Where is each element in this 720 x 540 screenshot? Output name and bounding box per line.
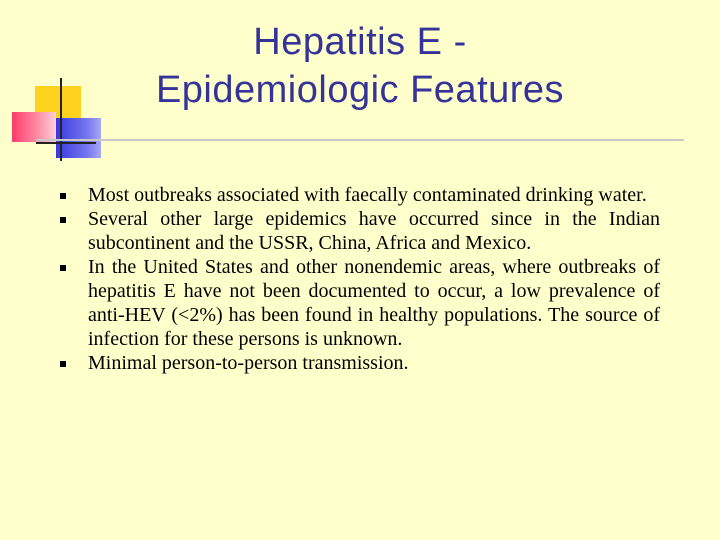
vertical-line-decoration (60, 78, 62, 161)
square-bullet-icon (60, 193, 66, 199)
square-bullet-icon (60, 265, 66, 271)
slide-title-line-1: Hepatitis E - (253, 21, 467, 63)
square-bullet-icon (60, 217, 66, 223)
bullet-item (56, 183, 660, 207)
bullet-item (56, 255, 660, 351)
bullet-item (56, 351, 660, 375)
square-bullet-icon (60, 361, 66, 367)
blue-square-decoration (56, 118, 101, 158)
bullet-text: Several other large epidemics have occurred since in the Indian subcontinent and the USSR, China, Africa and Mexico. (88, 208, 660, 254)
bullet-list (56, 183, 660, 375)
slide-title-line-2: Epidemiologic Features (155, 69, 565, 111)
bullet-text: Most outbreaks associated with faecally contaminated drinking water. (88, 184, 647, 206)
title-divider (36, 139, 684, 141)
bullet-text: Minimal person-to-person transmission. (88, 352, 409, 374)
bullet-text: In the United States and other nonendemic areas, where outbreaks of hepatitis E have not been documented to occur, a low prevalence of anti-HEV (<2%) has been found in healthy populations. The source of infection for these persons is unknown. (88, 256, 660, 350)
bullet-item (56, 207, 660, 255)
horizontal-line-decoration (36, 142, 96, 144)
slide-title (70, 18, 650, 114)
red-square-decoration (12, 112, 56, 142)
